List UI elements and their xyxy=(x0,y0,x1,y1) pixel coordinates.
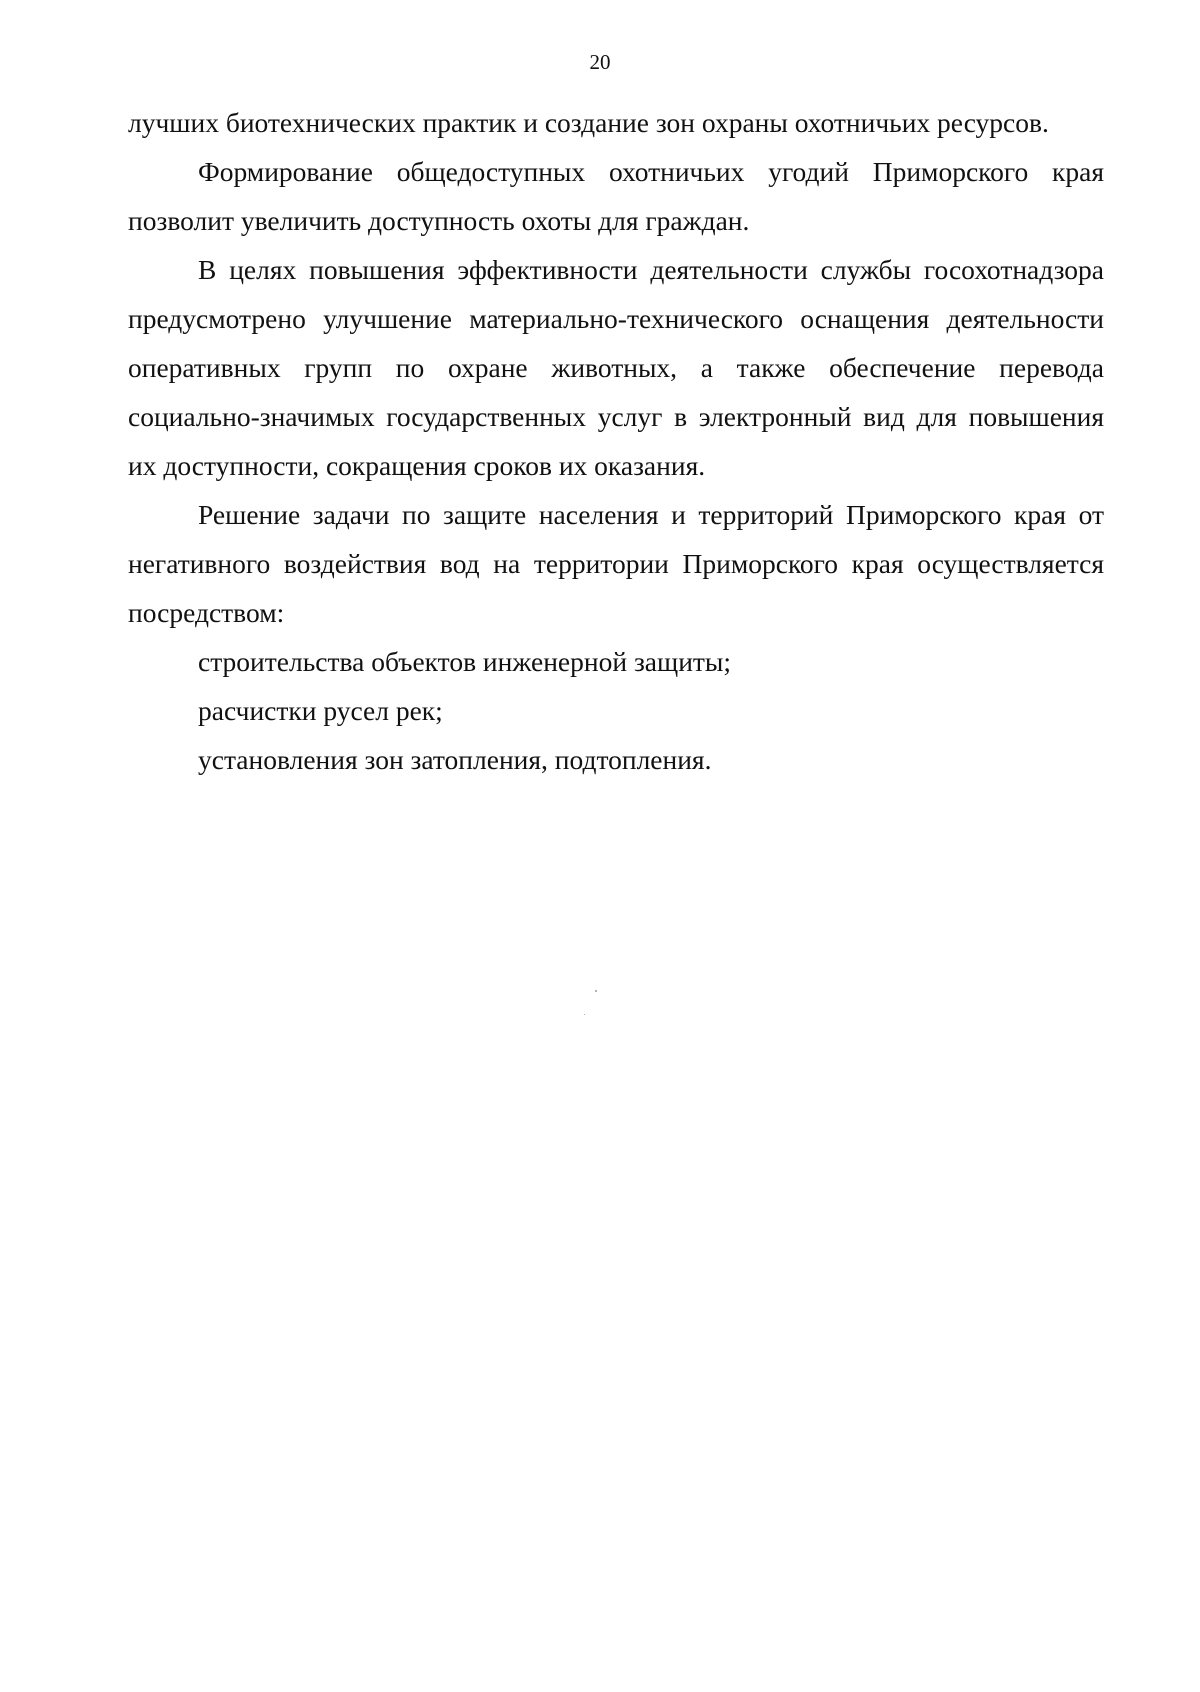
document-body xyxy=(128,98,1104,784)
paragraph-gosokhotnadzor-efficiency: В целях повышения эффективности деятельности службы госохотнадзора предусмотрено улучшение материально-технического оснащения деятельности оперативных групп по охране животных, а также обеспечение перевода социально-значимых государственных услуг в электронный вид для повышения их доступности, сокращения сроков их оказания. xyxy=(128,254,1104,481)
paragraph-public-hunting-grounds: Формирование общедоступных охотничьих угодий Приморского края позволит увеличить доступность охоты для граждан. xyxy=(128,156,1104,236)
scan-speck xyxy=(595,990,597,992)
list-item-riverbeds: расчистки русел рек; xyxy=(198,695,443,726)
scan-speck xyxy=(584,1014,585,1015)
list-item-construction: строительства объектов инженерной защиты; xyxy=(198,646,732,677)
list-item-zones: установления зон затопления, подтопления. xyxy=(198,744,712,775)
paragraph-continuation: лучших биотехнических практик и создание зон охраны охотничьих ресурсов. xyxy=(128,107,1049,138)
page-number: 20 xyxy=(589,50,611,74)
paragraph-flood-protection-intro: Решение задачи по защите населения и территорий Приморского края от негативного воздействия вод на территории Приморского края осуществляется посредством: xyxy=(128,499,1104,628)
